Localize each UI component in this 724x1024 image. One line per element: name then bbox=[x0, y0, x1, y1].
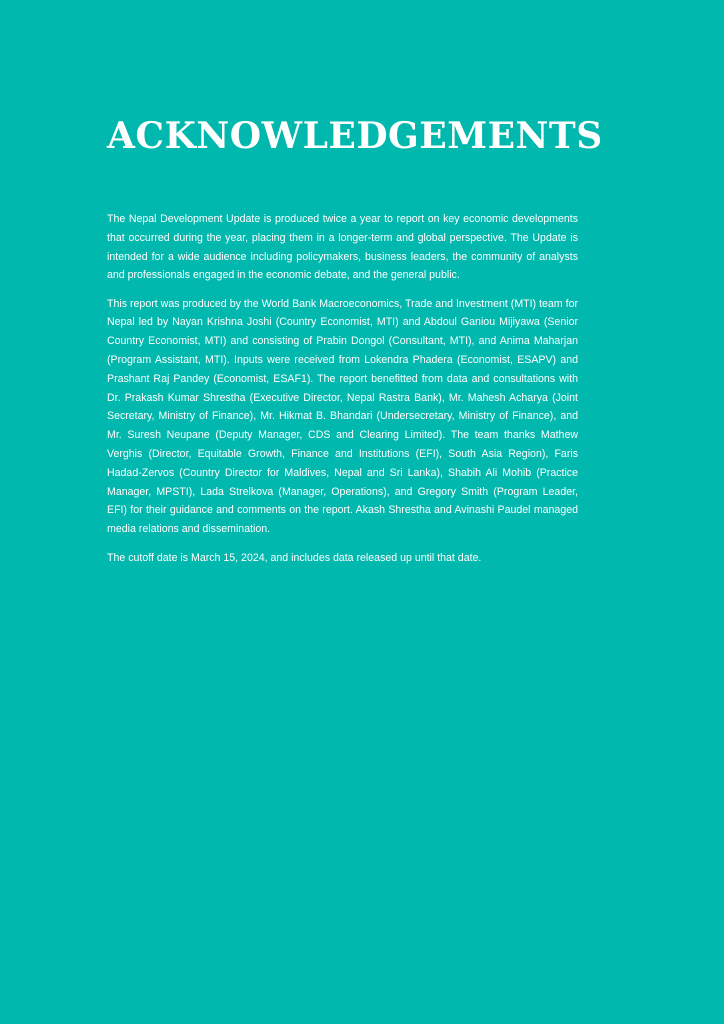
intro-paragraph: The Nepal Development Update is produced twice a year to report on key economic developments that occurred during the year, placing them in a longer-term and global perspective. The Update is intended for a wide audience including policymakers, business leaders, the community of analysts and professionals engaged in the economic debate, and the general public. bbox=[107, 213, 578, 282]
acknowledgements-body bbox=[107, 210, 578, 577]
cutoff-date-paragraph: The cutoff date is March 15, 2024, and includes data released up until that date. bbox=[107, 551, 482, 564]
page-title: ACKNOWLEDGEMENTS bbox=[107, 115, 603, 157]
team-credits-paragraph: This report was produced by the World Bank Macroeconomics, Trade and Investment (MTI) team for Nepal led by Nayan Krishna Joshi (Country Economist, MTI) and Abdoul Ganiou Mijiyawa (Senior Country Economist, MTI) and consisting of Prabin Dongol (Consultant, MTI), and Anima Maharjan (Program Assistant, MTI). Inputs were received from Lokendra Phadera (Economist, ESAPV) and Prashant Raj Pandey (Economist, ESAF1). The report benefitted from data and consultations with Dr. Prakash Kumar Shrestha (Executive Director, Nepal Rastra Bank), Mr. Mahesh Acharya (Joint Secretary, Ministry of Finance), Mr. Hikmat B. Bhandari (Undersecretary, Ministry of Finance), and Mr. Suresh Neupane (Deputy Manager, CDS and Clearing Limited). The team thanks Mathew Verghis (Director, Equitable Growth, Finance and Institutions (EFI), South Asia Region), Faris Hadad-Zervos (Country Director for Maldives, Nepal and Sri Lanka), Shabih Ali Mohib (Practice Manager, MPSTI), Lada Strelkova (Manager, Operations), and Gregory Smith (Program Leader, EFI) for their guidance and comments on the report. Akash Shrestha and Avinashi Paudel managed media relations and dissemination. bbox=[107, 297, 578, 536]
